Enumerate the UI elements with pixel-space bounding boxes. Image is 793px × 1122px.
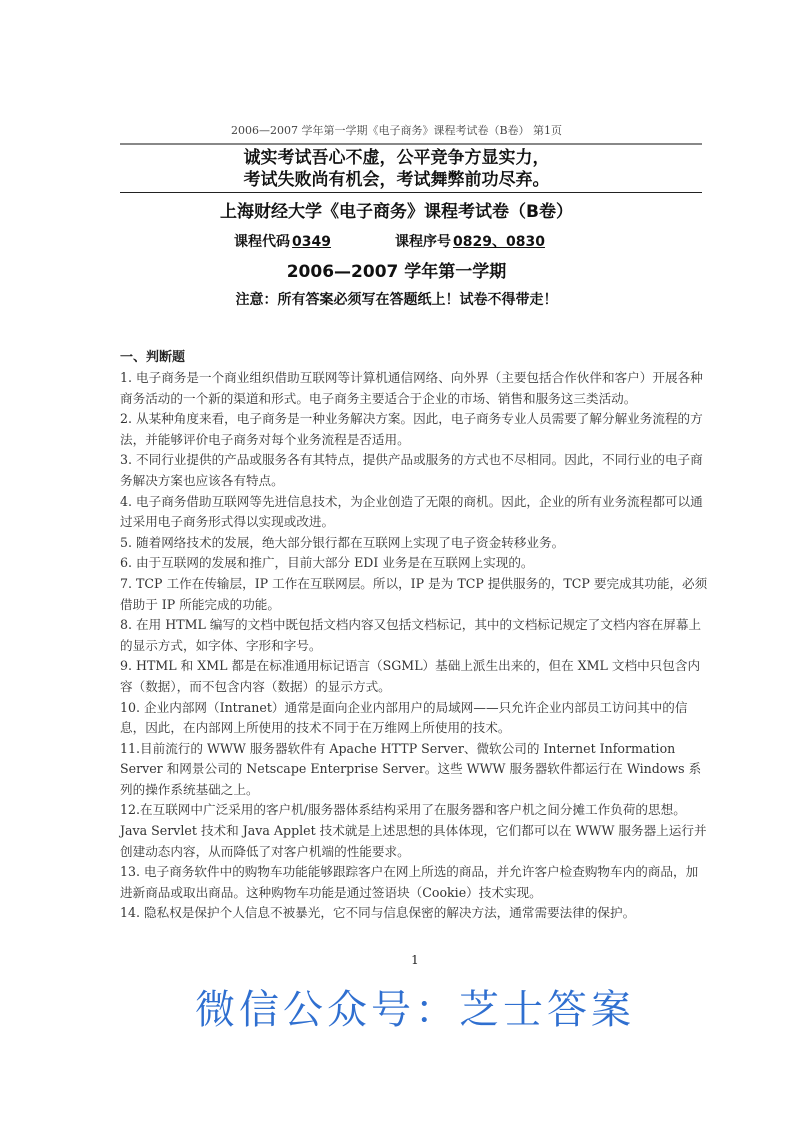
course-code-label: 课程代码: [234, 234, 291, 250]
question-item: 4. 电子商务借助互联网等先进信息技术，为企业创造了无限的商机。因此，企业的所有业务流程都可以通过采用电子商务形式得以实现或改进。: [120, 493, 703, 530]
motto-divider: [120, 192, 702, 193]
course-code: 0349: [292, 234, 332, 250]
question-item: 8. 在用 HTML 编写的文档中既包括文档内容又包括文档标记，其中的文档标记规定了文档内容在屏幕上的显示方式，如字体、字形和字号。: [120, 617, 702, 653]
header-divider: [120, 143, 702, 145]
exam-body: [120, 348, 710, 1034]
section-title: 一、判断题: [120, 350, 186, 365]
course-seq: 0829、0830: [453, 234, 545, 250]
motto-line-1: 诚实考试吾心不虚，公平竞争方显实力，: [243, 148, 550, 168]
question-item: 12.在互联网中广泛采用的客户机/服务器体系结构采用了在服务器和客户机之间分摊工作负荷的思想。Java Servlet 技术和 Java Applet 技术就是上述思想的具体体现，它们都可以在 WWW 服务器上运行并创建动态内容，从而降低了对客户机端的性能要求。: [120, 802, 707, 859]
question-item: 6. 由于互联网的发展和推广，目前大部分 EDI 业务是在互联网上实现的。: [120, 555, 534, 571]
motto-line-2: 考试失败尚有机会，考试舞弊前功尽弃。: [243, 170, 550, 190]
course-seq-label: 课程序号: [395, 234, 452, 250]
term: 2006—2007 学年第一学期: [286, 262, 507, 282]
question-item: 13. 电子商务软件中的购物车功能能够跟踪客户在网上所选的商品，并允许客户检查购物车内的商品，加进新商品或取出商品。这种购物车功能是通过签语块（Cookie）技术实现。: [120, 864, 699, 900]
question-item: 9. HTML 和 XML 都是在标准通用标记语言（SGML）基础上派生出来的，但在 XML 文档中只包含内容（数据），而不包含内容（数据）的显示方式。: [120, 658, 701, 694]
page-header: 2006—2007 学年第一学期《电子商务》课程考试卷（B卷） 第1页: [230, 124, 563, 137]
exam-note: 注意：所有答案必须写在答题纸上！试卷不得带走！: [235, 292, 558, 308]
question-item: 11.目前流行的 WWW 服务器软件有 Apache HTTP Server、微软公司的 Internet Information Server 和网景公司的 Netscape Enterprise Server。这些 WWW 服务器软件都运行在 Windows 系列的操作系统基础之上。: [120, 740, 702, 797]
question-item: 3. 不同行业提供的产品或服务各有其特点，提供产品或服务的方式也不尽相同。因此，不同行业的电子商务解决方案也应该各有特点。: [120, 452, 703, 488]
watermark: 微信公众号：芝士答案: [195, 987, 635, 1034]
question-item: 14. 隐私权是保护个人信息不被暴光，它不同与信息保密的解决方法，通常需要法律的保护。: [120, 905, 636, 921]
page-number: 1: [411, 953, 419, 968]
question-item: 2. 从某种角度来看，电子商务是一种业务解决方案。因此，电子商务专业人员需要了解分解业务流程的方法，并能够评价电子商务对每个业务流程是否适用。: [120, 411, 703, 447]
question-item: 10. 企业内部网（Intranet）通常是面向企业内部用户的局域网——只允许企业内部员工访问其中的信息，因此，在内部网上所使用的技术不同于在万维网上所使用的技术。: [120, 699, 688, 736]
question-list: [120, 368, 710, 924]
course-info: [0, 233, 793, 251]
question-item: 1. 电子商务是一个商业组织借助互联网等计算机通信网络、向外界（主要包括合作伙伴和客户）开展各种商务活动的一个新的渠道和形式。电子商务主要适合于企业的市场、销售和服务这三类活动。: [120, 370, 703, 406]
question-item: 5. 随着网络技术的发展，绝大部分银行都在互联网上实现了电子资金转移业务。: [120, 534, 565, 550]
question-item: 7. TCP 工作在传输层，IP 工作在互联网层。所以，IP 是为 TCP 提供服务的，TCP 要完成其功能，必须借助于 IP 所能完成的功能。: [120, 575, 708, 612]
exam-title: 上海财经大学《电子商务》课程考试卷（B卷）: [220, 202, 573, 222]
